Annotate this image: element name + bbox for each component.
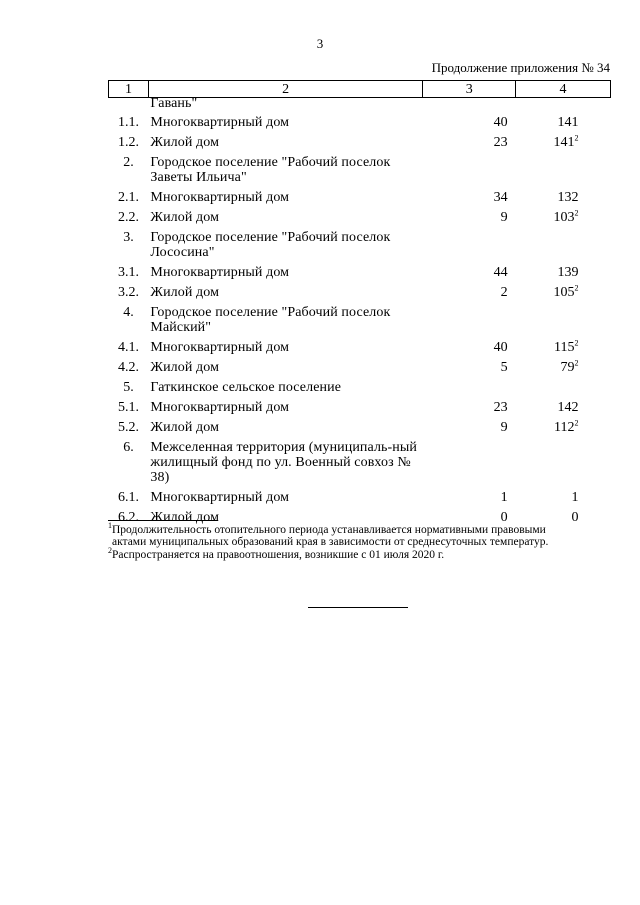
row-value-col3 — [423, 418, 516, 438]
row-value-col4 — [516, 113, 611, 133]
row-number-text: 3. — [123, 230, 134, 245]
row-number-text: 4.2. — [117, 360, 139, 375]
table-row — [109, 208, 611, 228]
footnote-ref: 2 — [574, 283, 579, 293]
footnote-1 — [108, 521, 613, 548]
header-col-3: 3 — [423, 81, 516, 98]
row-value-col3-text: 1 — [500, 490, 508, 505]
row-value-col3-text: 34 — [493, 190, 508, 205]
row-value-col4 — [516, 188, 611, 208]
row-number-text: 3.2. — [117, 285, 139, 300]
footnote-ref: 2 — [574, 133, 579, 143]
row-name — [148, 133, 422, 153]
row-number-text: 2. — [123, 155, 134, 170]
row-value-col4-text: 103 — [553, 210, 575, 225]
row-value-col4-text: 115 — [554, 340, 575, 355]
table-row — [109, 488, 611, 508]
row-number-text: 5.2. — [117, 420, 139, 435]
row-name-text: Городское поселение "Рабочий поселок Майский" — [150, 305, 391, 335]
row-number — [109, 418, 149, 438]
row-name — [148, 153, 422, 188]
row-value-col4 — [516, 263, 611, 283]
row-name-text: Многоквартирный дом — [150, 490, 290, 505]
row-name — [148, 263, 422, 283]
footnote-ref: 2 — [574, 208, 579, 218]
row-name — [148, 338, 422, 358]
row-number — [109, 113, 149, 133]
table-row — [109, 418, 611, 438]
row-name-text: Многоквартирный дом — [150, 400, 290, 415]
row-number — [109, 228, 149, 263]
continuation-caption: Продолжение приложения № 34 — [431, 60, 610, 75]
row-value-col4 — [516, 488, 611, 508]
footnote-separator — [108, 520, 218, 521]
row-name — [148, 228, 422, 263]
row-name-text: Городское поселение "Рабочий поселок Лососина" — [150, 230, 391, 260]
row-number-text: 1.2. — [117, 135, 139, 150]
row-name-text: Многоквартирный дом — [150, 115, 290, 130]
header-col-1: 1 — [109, 81, 149, 98]
row-number — [109, 303, 149, 338]
row-value-col4 — [516, 153, 611, 188]
row-value-col4 — [516, 133, 611, 153]
footnote-2-marker: 2 — [108, 546, 112, 556]
row-name — [148, 438, 422, 488]
row-value-col3-text: 23 — [493, 400, 508, 415]
row-value-col3 — [423, 303, 516, 338]
footnote-1-line-2: актами муниципальных образований края в зависимости от среднесуточных температур. — [112, 536, 549, 548]
row-value-col3 — [423, 438, 516, 488]
row-value-col4 — [516, 418, 611, 438]
footnote-ref: 2 — [574, 338, 579, 348]
row-name-text: Многоквартирный дом — [150, 340, 290, 355]
row-value-col4 — [516, 378, 611, 398]
row-number — [109, 133, 149, 153]
row-value-col3-text: 23 — [493, 135, 508, 150]
row-name-text: Многоквартирный дом — [150, 265, 290, 280]
row-value-col4 — [516, 438, 611, 488]
row-number-text: 3.1. — [117, 265, 139, 280]
row-name — [148, 358, 422, 378]
table-row — [109, 263, 611, 283]
table-row — [109, 188, 611, 208]
row-value-col4-text: 0 — [571, 510, 579, 525]
row-number-text: 6. — [123, 440, 134, 455]
continued-name-fragment: Гавань" — [150, 96, 198, 111]
row-value-col4-text: 139 — [557, 265, 579, 280]
row-number-text: 5. — [123, 380, 134, 395]
table-row — [109, 133, 611, 153]
header-col-4: 4 — [516, 81, 611, 98]
row-name — [148, 378, 422, 398]
row-number — [109, 153, 149, 188]
row-number — [109, 188, 149, 208]
row-number-text: 6.2. — [117, 510, 139, 525]
row-value-col4-text: 79 — [560, 360, 575, 375]
row-name — [148, 188, 422, 208]
row-name — [148, 283, 422, 303]
footnote-2-text: Распространяется на правоотношения, возникшие с 01 июля 2020 г. — [112, 549, 445, 561]
row-name — [148, 208, 422, 228]
row-number — [109, 283, 149, 303]
row-name — [148, 418, 422, 438]
row-number-text: 2.2. — [117, 210, 139, 225]
table-row — [109, 153, 611, 188]
row-value-col3-text: 40 — [493, 340, 508, 355]
row-name-text: Жилой дом — [150, 135, 220, 150]
row-number-text: 2.1. — [117, 190, 139, 205]
row-value-col4 — [516, 398, 611, 418]
row-name — [148, 488, 422, 508]
row-value-col3 — [423, 133, 516, 153]
table-row — [109, 303, 611, 338]
row-name — [148, 398, 422, 418]
row-number-text: 1.1. — [117, 115, 139, 130]
row-value-col3-text: 0 — [500, 510, 508, 525]
row-value-col3-text: 2 — [500, 285, 508, 300]
table-row — [109, 338, 611, 358]
footnote-2 — [108, 546, 613, 561]
row-number — [109, 358, 149, 378]
row-value-col4 — [516, 303, 611, 338]
row-number — [109, 488, 149, 508]
row-number — [109, 378, 149, 398]
row-number — [109, 398, 149, 418]
row-value-col3 — [423, 228, 516, 263]
row-value-col3 — [423, 358, 516, 378]
footnote-ref: 2 — [574, 418, 579, 428]
row-value-col3-text: 9 — [500, 420, 508, 435]
row-value-col4-text: 141 — [557, 115, 579, 130]
row-name-text: Жилой дом — [150, 510, 220, 525]
table-header-row — [109, 81, 611, 98]
row-value-col4 — [516, 228, 611, 263]
row-value-col3 — [423, 153, 516, 188]
row-value-col3-text: 5 — [500, 360, 508, 375]
row-value-col4-text: 132 — [557, 190, 579, 205]
row-name-text: Гаткинское сельское поселение — [150, 380, 342, 395]
table-row — [109, 228, 611, 263]
row-number — [109, 263, 149, 283]
page-number: 3 — [316, 36, 324, 51]
table-row — [109, 378, 611, 398]
row-value-col4-text: 142 — [557, 400, 579, 415]
row-value-col4-text: 112 — [554, 420, 575, 435]
row-name-text: Жилой дом — [150, 360, 220, 375]
row-value-col3 — [423, 263, 516, 283]
row-number-text: 6.1. — [117, 490, 139, 505]
row-value-col3-text: 9 — [500, 210, 508, 225]
row-number-text: 4. — [123, 305, 134, 320]
row-number — [109, 338, 149, 358]
table-row-continuation — [109, 98, 611, 114]
row-value-col4-text: 1 — [571, 490, 579, 505]
row-name-text: Городское поселение "Рабочий поселок Заветы Ильича" — [150, 155, 391, 185]
footnote-1-line-1: Продолжительность отопительного периода устанавливается нормативными правовыми — [112, 524, 546, 536]
row-value-col4 — [516, 283, 611, 303]
table-row — [109, 283, 611, 303]
row-name-text: Жилой дом — [150, 285, 220, 300]
row-name-text: Жилой дом — [150, 420, 220, 435]
row-value-col3 — [423, 188, 516, 208]
footnote-1-marker: 1 — [108, 521, 112, 531]
header-col-2: 2 — [148, 81, 422, 98]
row-value-col3-text: 40 — [493, 115, 508, 130]
row-number-text: 5.1. — [117, 400, 139, 415]
row-name-text: Многоквартирный дом — [150, 190, 290, 205]
table-row — [109, 398, 611, 418]
row-value-col4 — [516, 358, 611, 378]
end-separator — [308, 607, 408, 608]
row-value-col3-text: 44 — [493, 265, 508, 280]
row-number — [109, 208, 149, 228]
table-row — [109, 358, 611, 378]
row-value-col4-text: 141 — [553, 135, 575, 150]
row-value-col4 — [516, 208, 611, 228]
row-value-col3 — [423, 378, 516, 398]
table-row — [109, 113, 611, 133]
row-value-col3 — [423, 208, 516, 228]
row-number-text: 4.1. — [117, 340, 139, 355]
row-name — [148, 113, 422, 133]
table-row — [109, 438, 611, 488]
row-value-col3 — [423, 338, 516, 358]
row-value-col3 — [423, 398, 516, 418]
row-value-col3 — [423, 488, 516, 508]
row-name — [148, 303, 422, 338]
row-number — [109, 438, 149, 488]
row-value-col3 — [423, 113, 516, 133]
row-value-col4 — [516, 338, 611, 358]
row-value-col4-text: 105 — [553, 285, 575, 300]
row-name-text: Межселенная территория (муниципаль-ный жилищный фонд по ул. Военный совхоз № 38) — [150, 440, 417, 485]
row-name-text: Жилой дом — [150, 210, 220, 225]
row-value-col3 — [423, 283, 516, 303]
footnote-ref: 2 — [574, 358, 579, 368]
